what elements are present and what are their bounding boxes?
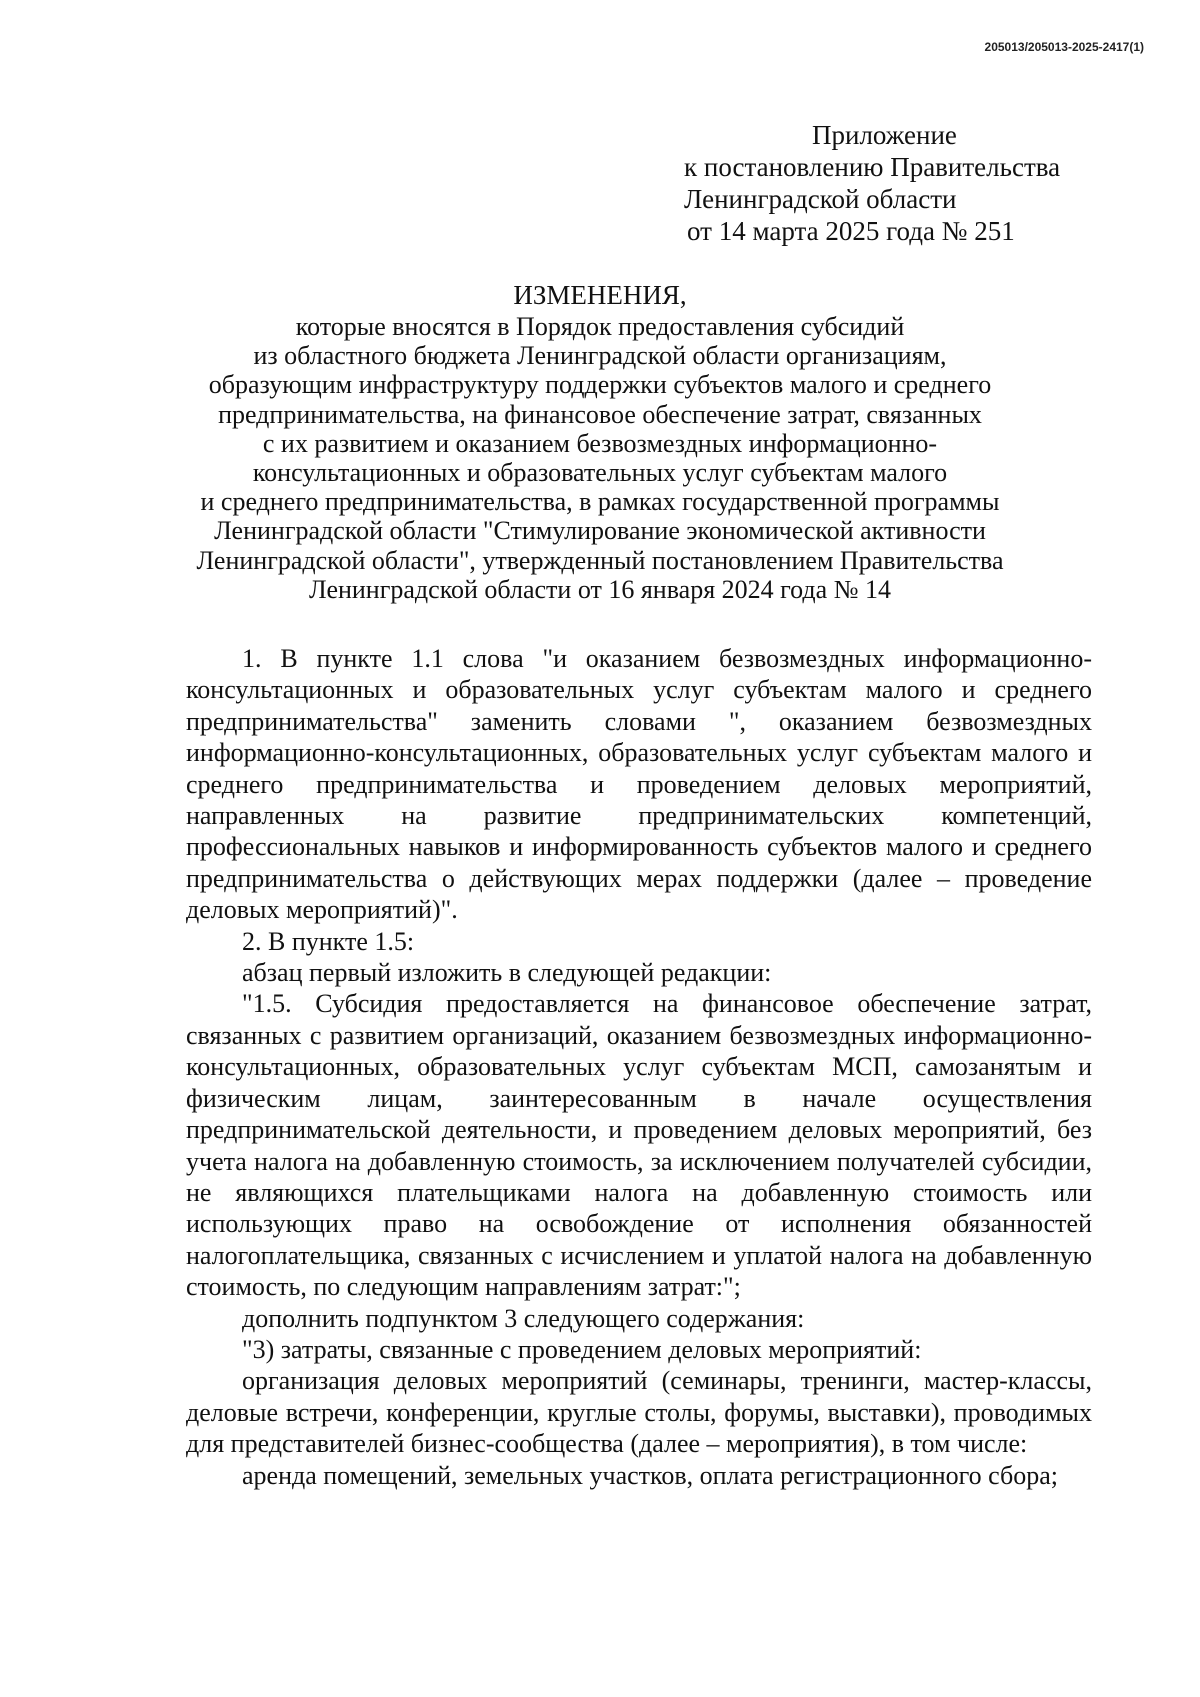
paragraph: "3) затраты, связанные с проведением деловых мероприятий:	[242, 1334, 922, 1364]
paragraph: "1.5. Субсидия предоставляется на финансовое обеспечение затрат, связанных с развитием организаций, оказанием безвозмездных информационно-консультационных, образовательных услуг субъектам МСП, самозанятым и физическим лицам, заинтересованным в начале осуществления предпринимательской деятельности, и проведением деловых мероприятий, без учета налога на добавленную стоимость, за исключением получателей субсидии, не являющихся плательщиками налога на добавленную стоимость или использующих право на освобождение от исполнения обязанностей налогоплательщика, связанных с исчислением и уплатой налога на добавленную стоимость, по следующим направлениям затрат:";	[186, 989, 1092, 1302]
title-line: Ленинградской области "Стимулирование экономической активности	[214, 516, 986, 546]
paragraph: аренда помещений, земельных участков, оплата регистрационного сбора;	[242, 1460, 1058, 1490]
title-line: образующим инфраструктуру поддержки субъектов малого и среднего	[208, 370, 992, 400]
appendix-line: от 14 марта 2025 года № 251	[687, 216, 1015, 246]
paragraph: 1. В пункте 1.1 слова "и оказанием безвозмездных информационно-консультационных и образовательных услуг субъектам малого и среднего предпринимательства" заменить словами ", оказанием безвозмездных информационно-консультационных, образовательных услуг субъектам малого и среднего предпринимательства и проведением деловых мероприятий, направленных на развитие предпринимательских компетенций, профессиональных навыков и информированность субъектов малого и среднего предпринимательства о действующих мерах поддержки (далее – проведение деловых мероприятий)".	[186, 644, 1092, 925]
paragraph: дополнить подпунктом 3 следующего содержания:	[242, 1303, 805, 1333]
title-line: консультационных и образовательных услуг субъектам малого	[252, 458, 948, 488]
appendix-line: Ленинградской области	[684, 184, 957, 214]
paragraph: 2. В пункте 1.5:	[242, 926, 415, 956]
title-line: и среднего предпринимательства, в рамках государственной программы	[200, 487, 1000, 517]
title-line: Ленинградской области", утвержденный постановлением Правительства	[196, 545, 1004, 575]
appendix-line: Приложение	[812, 120, 957, 150]
title-block	[150, 279, 1050, 604]
document-body	[186, 643, 1092, 1491]
appendix-line: к постановлению Правительства	[684, 152, 1061, 182]
title-line: предпринимательства, на финансовое обеспечение затрат, связанных	[218, 399, 982, 429]
title-line: которые вносятся в Порядок предоставления субсидий	[295, 312, 905, 341]
paragraph: абзац первый изложить в следующей редакции:	[242, 958, 772, 988]
title-line: с их развитием и оказанием безвозмездных информационно-	[262, 428, 938, 458]
paragraph: организация деловых мероприятий (семинары, тренинги, мастер-классы, деловые встречи, конференции, круглые столы, форумы, выставки), проводимых для представителей бизнес-сообщества (далее – мероприятия), в том числе:	[186, 1366, 1092, 1459]
title-line: из областного бюджета Ленинградской области организациям,	[253, 341, 947, 371]
title-line: Ленинградской области от 16 января 2024 года № 14	[308, 574, 892, 604]
document-heading: ИЗМЕНЕНИЯ,	[513, 280, 687, 310]
appendix-block	[684, 119, 1104, 247]
document-id: 205013/205013-2025-2417(1)	[984, 40, 1144, 54]
